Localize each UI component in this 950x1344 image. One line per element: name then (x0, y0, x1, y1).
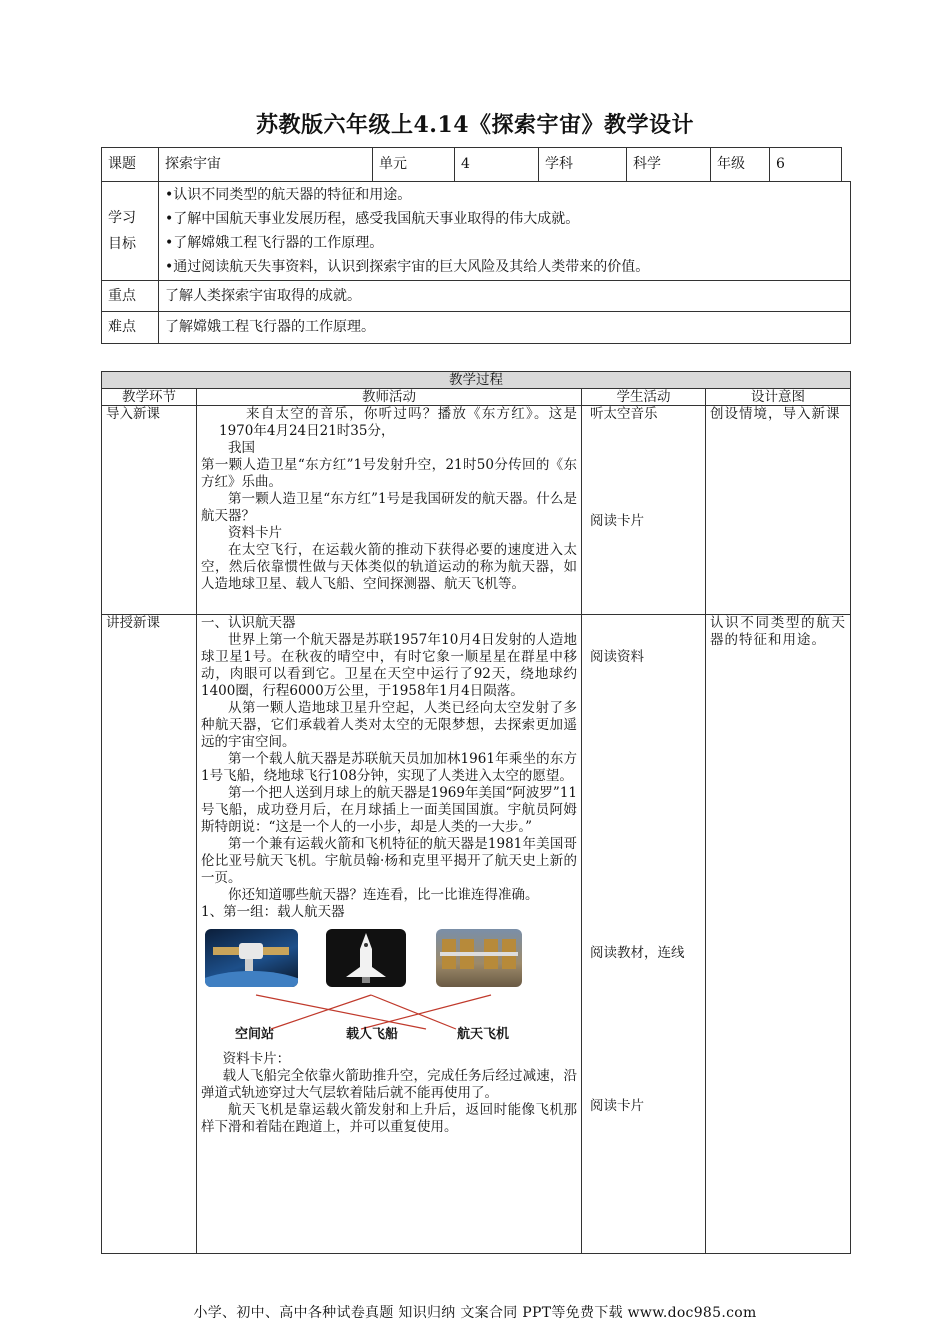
lecture-stage: 讲授新课 (102, 615, 197, 1254)
course-label: 课题 (102, 148, 159, 182)
intro-para: 第一颗人造卫星“东方红”1号是我国研发的航天器。什么是航天器？ (201, 491, 577, 524)
course-value: 探索宇宙 (159, 148, 373, 182)
grade-value: 6 (770, 148, 842, 182)
lecture-student (582, 615, 706, 1254)
lecture-para: 你还知道哪些航天器？连连看，比一比谁连得准确。 (228, 887, 539, 903)
goal-item: •了解中国航天事业发展历程，感受我国航天事业取得的伟大成就。 (165, 211, 580, 227)
lecture-teacher (197, 615, 582, 1254)
label-space-station: 空间站 (235, 1027, 275, 1042)
unit-label: 单元 (373, 148, 455, 182)
intro-student-1: 听太空音乐 (590, 406, 658, 422)
intro-intent (706, 406, 851, 615)
col-teacher: 教师活动 (197, 389, 582, 406)
col-student: 学生活动 (582, 389, 706, 406)
info-table (101, 147, 851, 344)
matching-exercise (201, 923, 577, 1135)
label-manned-spacecraft: 载人飞船 (346, 1027, 399, 1042)
difficult-label: 难点 (102, 312, 159, 344)
intro-para: 在太空飞行，在运载火箭的推动下获得必要的速度进入太空，然后依靠惯性做与天体类似的轨道运动的称为航天器，如人造地球卫星、载人飞船、空间探测器、航天飞机等。 (201, 542, 577, 592)
intro-para: 来自太空的音乐，你听过吗？播放《东方红》。这是1970年4月24日21时35分， (219, 406, 577, 439)
intro-student-2: 阅读卡片 (590, 513, 644, 529)
lecture-para: 从第一颗人造地球卫星升空起，人类已经向太空发射了多种航天器，它们承载着人类对太空的无限梦想，去探索更加遥远的宇宙空间。 (201, 700, 577, 750)
lecture-intent-text: 认识不同类型的航天器的特征和用途。 (710, 615, 846, 648)
goals-label-line-2: 目标 (108, 236, 136, 252)
key-label: 重点 (102, 281, 159, 312)
col-intent: 设计意图 (706, 389, 851, 406)
card-para: 航天飞机是靠运载火箭发射和上升后，返回时能像飞机那样下滑和着陆在跑道上，并可以重复使用。 (201, 1102, 577, 1135)
intro-teacher (197, 406, 582, 615)
goal-item: •了解嫦娥工程飞行器的工作原理。 (165, 235, 384, 251)
card-para: 载人飞船完全依靠火箭助推升空，完成任务后经过减速，沿弹道式轨迹穿过大气层软着陆后就不能再使用了。 (201, 1068, 577, 1101)
col-stage: 教学环节 (102, 389, 197, 406)
blank-cell (842, 148, 851, 182)
grade-label: 年级 (711, 148, 770, 182)
intro-stage: 导入新课 (102, 406, 197, 615)
intro-para: 我国 (228, 440, 255, 456)
intro-intent-text: 创设情境，导入新课 (710, 406, 841, 422)
subject-label: 学科 (539, 148, 627, 182)
goals-label (102, 182, 159, 281)
lecture-heading: 一、认识航天器 (201, 615, 296, 631)
document-title: 苏教版六年级上4.14《探索宇宙》教学设计 (255, 112, 695, 138)
matching-lines (201, 923, 581, 1043)
lecture-student-2: 阅读教材，连线 (590, 945, 685, 961)
intro-student (582, 406, 706, 615)
group-title: 1、第一组：载人航天器 (201, 904, 345, 920)
lecture-student-3: 阅读卡片 (590, 1098, 644, 1114)
lecture-intent (706, 615, 851, 1254)
difficult-value: 了解嫦娥工程飞行器的工作原理。 (159, 312, 851, 344)
goal-item: •通过阅读航天失事资料，认识到探索宇宙的巨大风险及其给人类带来的价值。 (165, 259, 650, 275)
lecture-student-1: 阅读资料 (590, 649, 644, 665)
card-title: 资料卡片： (222, 1051, 291, 1067)
lecture-para: 第一个兼有运载火箭和飞机特征的航天器是1981年美国哥伦比亚号航天飞机。宇航员翰·杨和克里平揭开了航天史上新的一页。 (201, 836, 577, 886)
intro-card-title: 资料卡片 (228, 525, 282, 541)
goals-label-line-1: 学习 (108, 210, 136, 226)
goal-item: •认识不同类型的航天器的特征和用途。 (165, 187, 412, 203)
key-value: 了解人类探索宇宙取得的成就。 (159, 281, 851, 312)
unit-value: 4 (455, 148, 539, 182)
footer-text: 小学、初中、高中各种试卷真题 知识归纳 文案合同 PPT等免费下载 www.doc985.com (193, 1305, 757, 1321)
subject-value: 科学 (627, 148, 711, 182)
lecture-para: 第一个把人送到月球上的航天器是1969年美国“阿波罗”11号飞船，成功登月后，在月球插上一面美国国旗。宇航员阿姆斯特朗说：“这是一个人的一小步，却是人类的一大步。” (201, 785, 577, 835)
process-header: 教学过程 (102, 372, 851, 389)
lecture-para: 第一个载人航天器是苏联航天员加加林1961年乘坐的东方1号飞船，绕地球飞行108分钟，实现了人类进入太空的愿望。 (201, 751, 577, 784)
intro-para: 第一颗人造卫星“东方红”1号发射升空，21时50分传回的《东方红》乐曲。 (201, 457, 577, 490)
label-space-shuttle: 航天飞机 (457, 1027, 510, 1042)
goals-list (159, 182, 851, 281)
process-table (101, 371, 851, 1254)
lecture-para: 世界上第一个航天器是苏联1957年10月4日发射的人造地球卫星1号。在秋夜的晴空中，有时它象一顺星星在群星中移动，肉眼可以看到它。卫星在天空中运行了92天，绕地球约1400圈，行程6000万公里，于1958年1月4日陨落。 (201, 632, 577, 699)
